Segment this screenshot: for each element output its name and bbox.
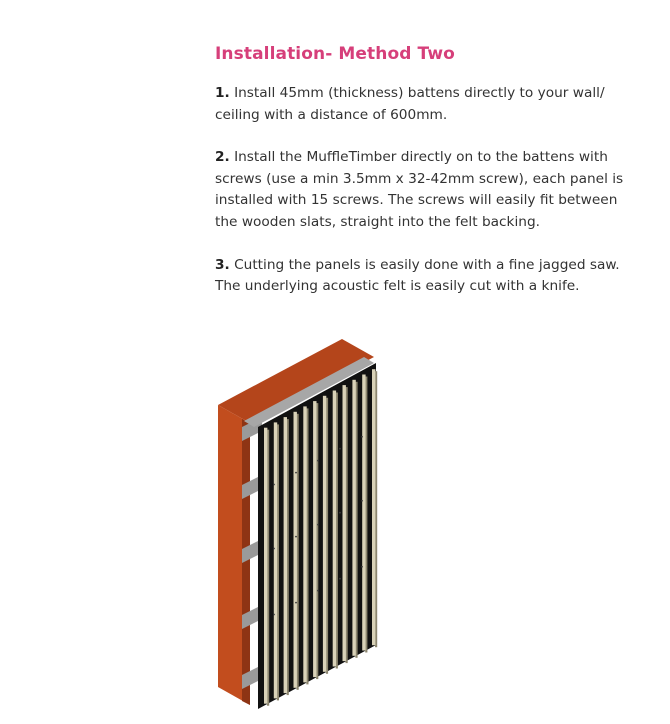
steps-list (215, 83, 635, 298)
screw-2-1 (273, 548, 275, 550)
step-1-text: Install 45mm (thickness) battens directly to your wall/ ceiling with a distance of 600mm. (215, 85, 605, 123)
step-3-text: Cutting the panels is easily done with a fine jagged saw. The underlying acoustic felt is easily cut with a knife. (215, 256, 620, 295)
slat-5 (303, 406, 306, 682)
slat-2 (274, 422, 277, 698)
screw-1-2 (295, 472, 297, 474)
screw-3-2 (295, 602, 297, 604)
screw-1-4 (339, 448, 341, 450)
panel-installation-illustration (214, 335, 384, 710)
slat-3 (284, 417, 287, 693)
screw-2-5 (361, 500, 363, 502)
screw-3-5 (361, 566, 363, 568)
step-2 (215, 147, 635, 233)
slat-8 (333, 391, 336, 667)
step-1-number: 1. (215, 85, 230, 101)
screw-1-3 (317, 460, 319, 462)
slat-11 (362, 375, 365, 651)
screw-1-1 (273, 484, 275, 486)
step-1 (215, 83, 635, 126)
screw-2-2 (295, 536, 297, 538)
step-3 (215, 255, 635, 298)
section-title: Installation- Method Two (215, 44, 455, 64)
step-2-text: Install the MuffleTimber directly on to the battens with screws (use a min 3.5mm x 32-42mm screw), each panel is installed with 15 screws. The screws will easily fit between the wooden slats, straight into the felt backing. (215, 149, 624, 230)
screw-3-4 (339, 578, 341, 580)
screw-3-1 (273, 614, 275, 616)
screw-3-3 (317, 590, 319, 592)
slat-4 (294, 412, 297, 688)
screw-2-4 (339, 512, 341, 514)
step-2-number: 2. (215, 149, 230, 166)
installation-section (215, 38, 635, 319)
screw-1-5 (361, 436, 363, 438)
screw-2-3 (317, 524, 319, 526)
step-3-number: 3. (215, 256, 230, 273)
slat-12 (372, 369, 375, 645)
slat-1 (264, 428, 267, 704)
slat-6 (313, 401, 316, 677)
slat-9 (343, 385, 346, 661)
slat-10 (352, 380, 355, 656)
slat-7 (323, 396, 326, 672)
